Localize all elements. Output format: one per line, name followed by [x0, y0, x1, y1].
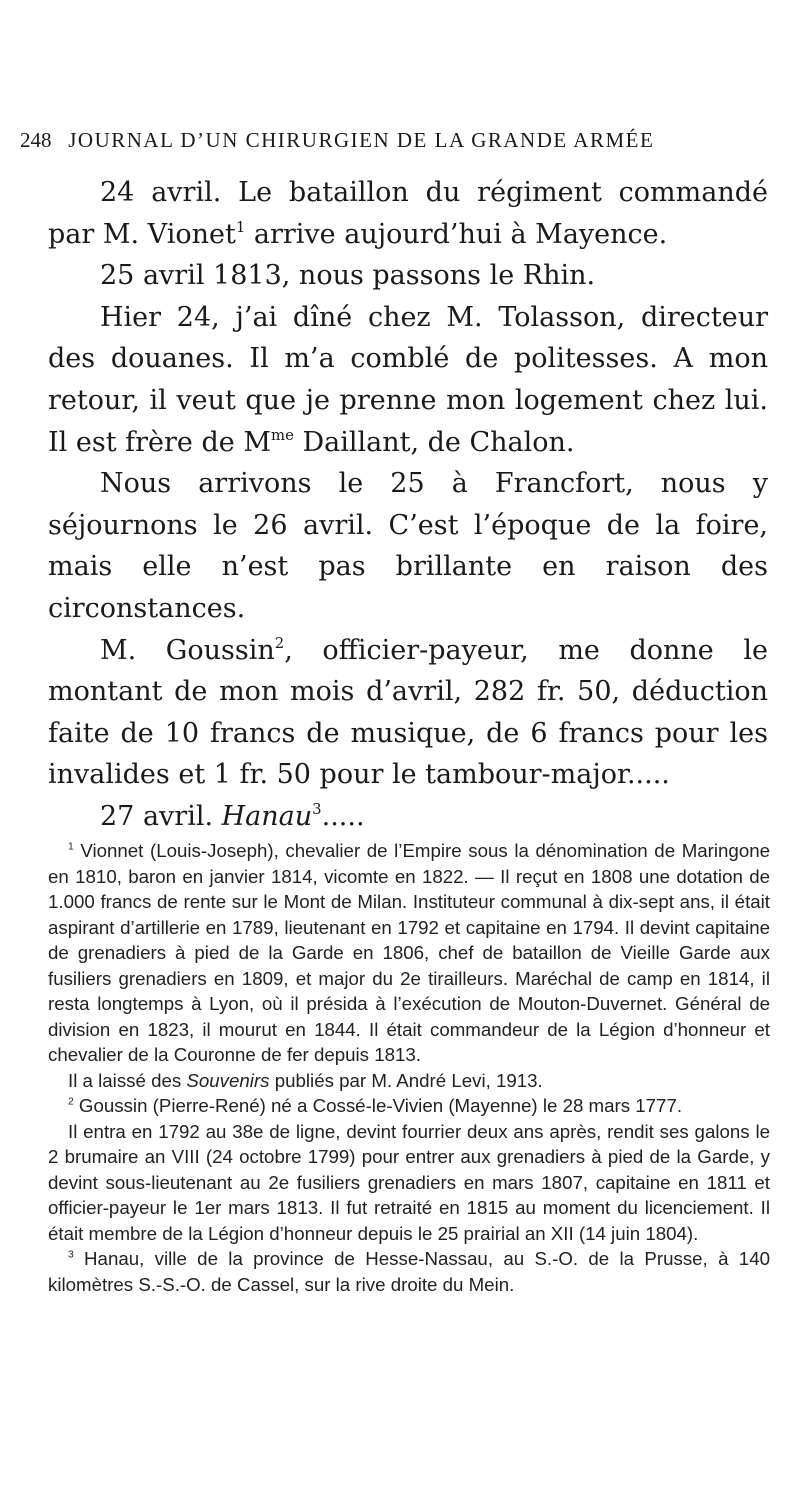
paragraph-5-text-b: , officier-payeur, me donne le montant de mon mois d’avril, 282 fr. 50, déduction faite de 10 francs de musique, de 6 francs pour les invalides et 1 fr. 50 pour le tambour-major.....: [48, 634, 768, 791]
paragraph-3: [48, 297, 768, 463]
paragraph-6-text-a: 27 avril.: [100, 800, 222, 832]
footnote-3-text: Hanau, ville de la province de Hesse-Nassau, au S.-O. de la Prusse, à 140 kilomètres S.-S.-O. de Cassel, sur la rive droite du Mein.: [48, 1248, 770, 1295]
paragraph-3-text-b: Daillant, de Chalon.: [293, 426, 575, 458]
paragraph-1-text-a: 24 avril. Le bataillon du régiment commandé par M. Vionet: [48, 177, 768, 250]
running-title: JOURNAL D’UN CHIRURGIEN DE LA GRANDE ARMÉE: [68, 128, 655, 152]
footnote-3: [48, 1246, 770, 1297]
footnote-1: [48, 838, 770, 1068]
paragraph-6: [48, 796, 768, 838]
footnote-2-mark: 2: [68, 1096, 74, 1108]
footnote-1-text: Vionnet (Louis-Joseph), chevalier de l’Empire sous la dénomination de Maringone en 1810, baron en janvier 1814, vicomte en 1822. — Il reçut en 1808 une dotation de 1.000 francs de rente sur le Mont de Milan. Instituteur communal à dix-sept ans, il était aspirant d’artillerie en 1789, lieutenant en 1792 et capitaine en 1794. Il devint capitaine de grenadiers à pied de la Garde en 1806, chef de bataillon de Vieille Garde aux fusiliers grenadiers en 1809, et major du 2e tirailleurs. Maréchal de camp en 1814, il resta longtemps à Lyon, où il présida à l’exécution de Mouton-Duvernet. Général de division en 1823, il mourut en 1844. Il était commandeur de la Légion d’honneur et chevalier de la Couronne de fer depuis 1813.: [48, 840, 770, 1065]
page-number: 248: [20, 128, 52, 152]
paragraph-3-text-a: Hier 24, j’ai dîné chez M. Tolasson, directeur des douanes. Il m’a comblé de politesses. A mon retour, il veut que je prenne mon logement chez lui. Il est frère de M: [48, 301, 768, 458]
running-header: [20, 128, 780, 153]
footnote-1-cont-b: publiés par M. André Levi, 1913.: [269, 1069, 543, 1091]
paragraph-1: [48, 172, 768, 255]
paragraph-1-text-b: arrive aujourd’hui à Mayence.: [245, 218, 668, 250]
footnote-2-continuation: Il entra en 1792 au 38e de ligne, devint fourrier deux ans après, rendit ses galons le 2 brumaire an VIII (24 octobre 1799) pour entrer aux grenadiers à pied de la Garde, y devint sous-lieutenant au 2e fusiliers grenadiers en mars 1807, capitaine en 1811 et officier-payeur le 1er mars 1813. Il fut retraité en 1815 au moment du licenciement. Il était membre de la Légion d’honneur depuis le 25 prairial an XII (14 juin 1804).: [48, 1120, 770, 1244]
footnote-1-continuation: [48, 1068, 770, 1094]
footnote-1-mark: 1: [68, 841, 74, 853]
footnotes: [48, 838, 770, 1297]
footnote-ref-3: 3: [312, 799, 322, 818]
honorific-superscript: me: [271, 425, 294, 444]
souvenirs-title: Souvenirs: [186, 1069, 270, 1091]
paragraph-6-text-b: .....: [321, 800, 365, 832]
paragraph-4: Nous arrivons le 25 à Francfort, nous y séjournons le 26 avril. C’est l’époque de la foire, mais elle n’est pas brillante en raison des circonstances.: [48, 468, 768, 624]
paragraph-5: [48, 630, 768, 796]
footnote-1-cont-a: Il a laissé des: [68, 1069, 187, 1091]
paragraph-5-text-a: M. Goussin: [100, 634, 275, 666]
footnote-3-mark: 3: [68, 1249, 74, 1261]
footnote-ref-2: 2: [274, 633, 285, 652]
footnote-ref-1: 1: [235, 217, 246, 236]
footnote-2-text: Goussin (Pierre-René) né a Cossé-le-Vivien (Mayenne) le 28 mars 1777.: [73, 1095, 683, 1116]
paragraph-2: 25 avril 1813, nous passons le Rhin.: [100, 260, 596, 292]
place-name-hanau: Hanau: [221, 800, 313, 832]
footnote-2: [48, 1093, 770, 1119]
main-text: [48, 172, 768, 838]
